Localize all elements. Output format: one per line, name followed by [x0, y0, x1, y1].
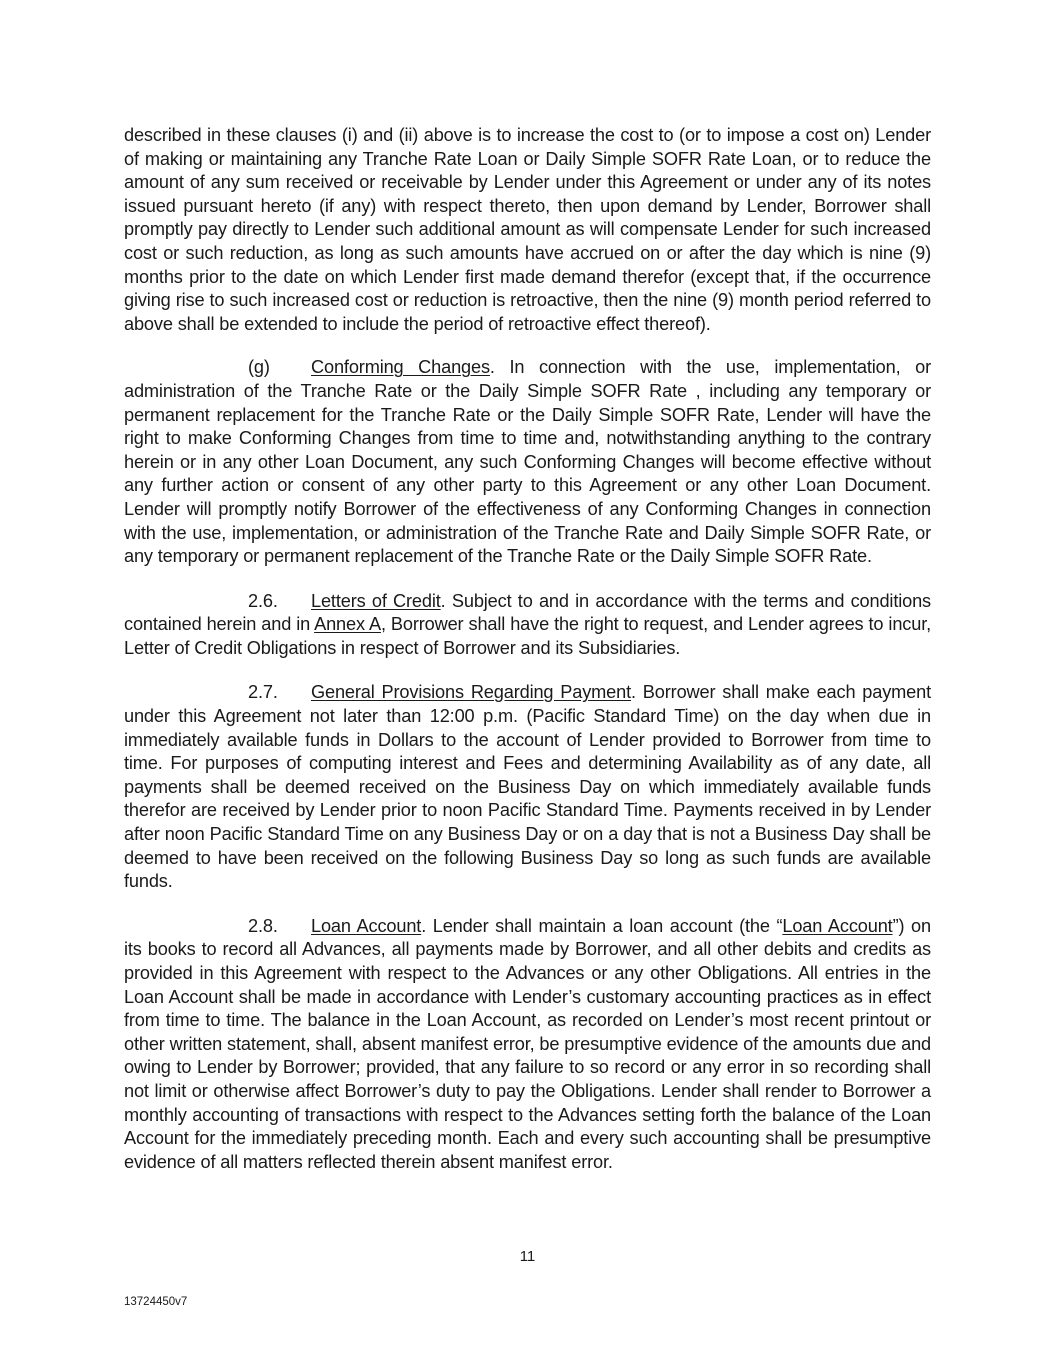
- section-text-continued: , Borrower shall have the right to request, and Lender agrees to incur, Letter of Credit Obligations in respect of Borrower and its Subsidiaries.: [124, 614, 931, 658]
- section-2-7: [124, 681, 931, 893]
- section-number: 2.6.: [248, 590, 278, 611]
- defined-term: Loan Account: [782, 915, 893, 936]
- paragraph-text: described in these clauses (i) and (ii) above is to increase the cost to (or to impose a cost on) Lender of making or maintaining any Tranche Rate Loan or Daily Simple SOFR Rate Loan, or to reduce the amount of any sum received or receivable by Lender under this Agreement or under any of its notes issued pursuant hereto (if any) with respect thereto, then upon demand by Lender, Borrower shall promptly pay directly to Lender such additional amount as will compensate Lender for such increased cost or such reduction, as long as such amounts have accrued on or after the day which is nine (9) months prior to the date on which Lender first made demand therefor (except that, if the occurrence giving rise to such increased cost or reduction is retroactive, then the nine (9) month period referred to above shall be extended to include the period of retroactive effect thereof).: [124, 125, 931, 334]
- annex-reference: Annex A: [314, 614, 381, 635]
- section-number: (g): [248, 357, 270, 378]
- section-number: 2.7.: [248, 682, 278, 703]
- document-id: 13724450v7: [124, 1296, 188, 1308]
- section-heading: Letters of Credit: [311, 590, 441, 611]
- section-2-6: [124, 590, 931, 661]
- document-page: [124, 124, 931, 1195]
- paragraph-continuation: [124, 124, 931, 336]
- section-number: 2.8.: [248, 915, 278, 936]
- section-heading: Conforming Changes: [311, 357, 490, 378]
- section-text: . Lender shall maintain a loan account (the “: [421, 915, 783, 936]
- section-text-continued: ”) on its books to record all Advances, all payments made by Borrower, and all other debits and credits as provided in this Agreement with respect to the Advances or any other Obligations. All entries in the Loan Account shall be made in accordance with Lender’s customary accounting practices as in effect from time to time. The balance in the Loan Account, as recorded on Lender’s most recent printout or other written statement, shall, absent manifest error, be presumptive evidence of the amounts due and owing to Lender by Borrower; provided, that any failure to so record or any error in so recording shall not limit or otherwise affect Borrower’s duty to pay the Obligations. Lender shall render to Borrower a monthly accounting of transactions with respect to the Advances setting forth the balance of the Loan Account for the immediately preceding month. Each and every such accounting shall be presumptive evidence of all matters reflected therein absent manifest error.: [124, 915, 931, 1172]
- section-2-8: [124, 915, 931, 1175]
- section-text: . In connection with the use, implementation, or administration of the Tranche Rate or the Daily Simple SOFR Rate , including any temporary or permanent replacement for the Tranche Rate or the Daily Simple SOFR Rate, Lender will have the right to make Conforming Changes from time to time and, notwithstanding anything to the contrary herein or in any other Loan Document, any such Conforming Changes will become effective without any further action or consent of any other party to this Agreement or any other Loan Document. Lender will promptly notify Borrower of the effectiveness of any Conforming Changes in connection with the use, implementation, or administration of the Tranche Rate and Daily Simple SOFR Rate, or any temporary or permanent replacement of the Tranche Rate or the Daily Simple SOFR Rate.: [124, 357, 931, 567]
- section-text: . Subject to and in accordance with the terms and conditions contained herein and in: [124, 590, 931, 635]
- section-g: [124, 356, 931, 568]
- section-heading: Loan Account: [311, 915, 422, 936]
- page-number: 11: [519, 1248, 536, 1265]
- section-heading: General Provisions Regarding Payment: [311, 682, 632, 703]
- section-text: . Borrower shall make each payment under this Agreement not later than 12:00 p.m. (Pacific Standard Time) on the day when due in immediately available funds in Dollars to the account of Lender provided to Borrower from time to time. For purposes of computing interest and Fees and determining Availability as of any date, all payments shall be deemed received on the Business Day on which immediately available funds therefor are received by Lender prior to noon Pacific Standard Time. Payments received in by Lender after noon Pacific Standard Time on any Business Day or on a day that is not a Business Day shall be deemed to have been received on the following Business Day so long as such funds are available funds.: [124, 682, 932, 892]
